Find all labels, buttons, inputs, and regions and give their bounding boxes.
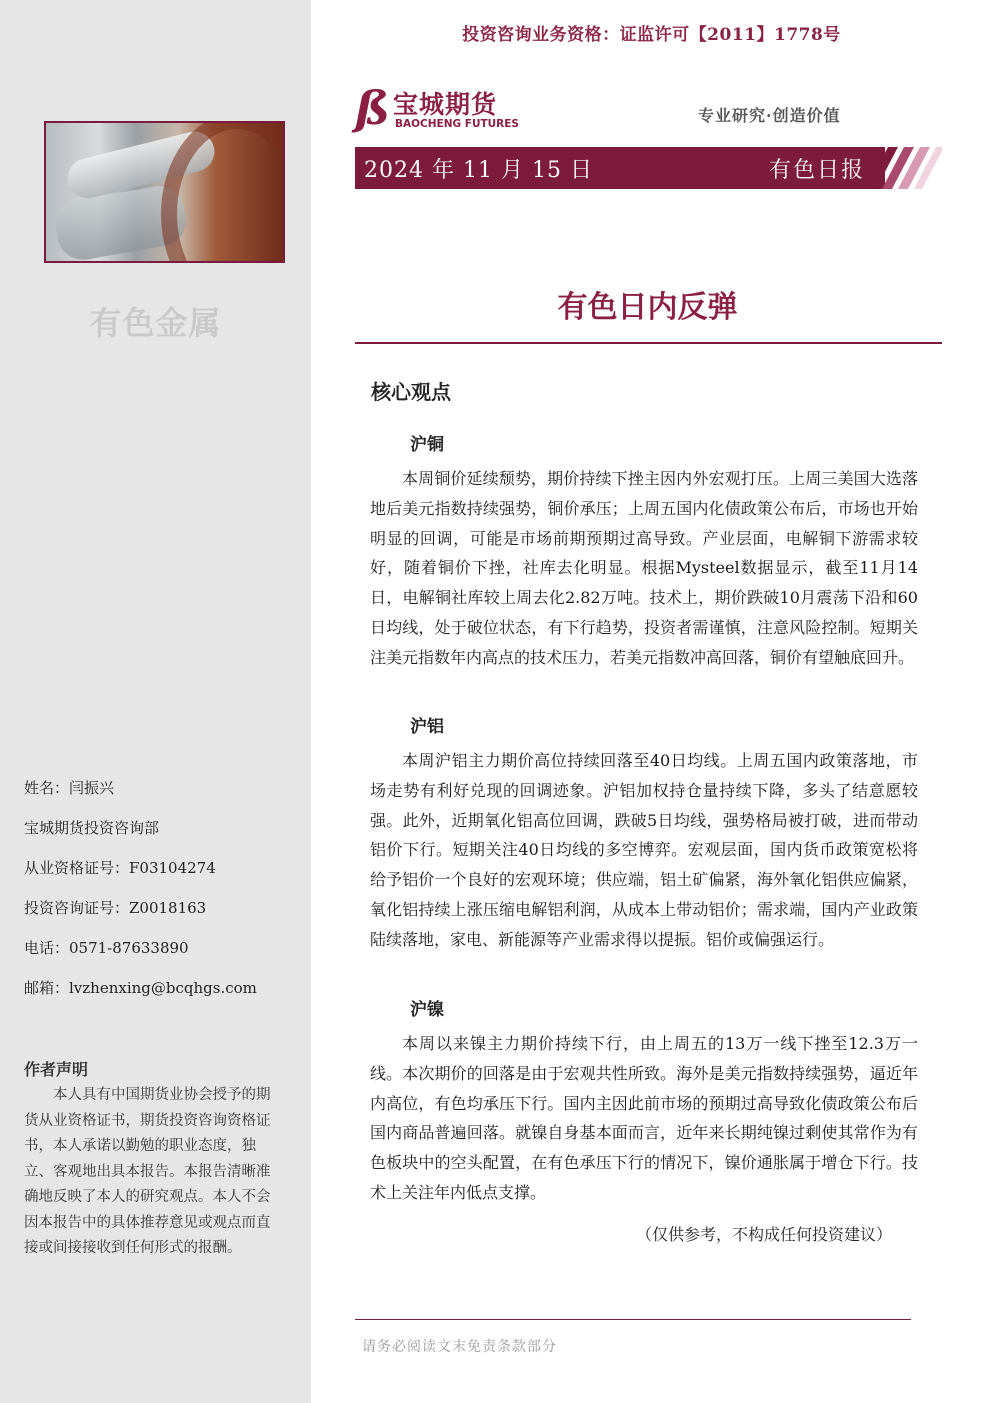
consult-number: 投资咨询证号：Z0018163 bbox=[24, 899, 207, 917]
logo-cn-text: 宝城期货 bbox=[393, 90, 498, 119]
slogan: 专业研究·创造价值 bbox=[698, 106, 841, 125]
sidebar bbox=[0, 0, 311, 1403]
section-heading-copper: 沪铜 bbox=[410, 435, 444, 455]
report-title: 有色日内反弹 bbox=[557, 290, 738, 325]
sector-label: 有色金属 bbox=[89, 304, 222, 342]
core-view-heading: 核心观点 bbox=[371, 380, 451, 404]
footer-disclaimer-link: 请务必阅读文末免责条款部分 bbox=[362, 1339, 557, 1355]
section-text-copper: 本周铜价延续颓势，期价持续下挫主因内外宏观打压。上周三美国大选落地后美元指数持续强势，铜价承压；上周五国内化债政策公布后，市场也开始明显的回调，可能是市场前期预期过高导致。产业层面，电解铜下游需求较好，随着铜价下挫，社库去化明显。根据Mysteel数据显示，截至11月14日，电解铜社库较上周去化2.82万吨。技术上，期价跌破10月震荡下沿和60日均线，处于破位状态，有下行趋势，投资者需谨慎，注意风险控制。短期关注美元指数年内高点的技术压力，若美元指数冲高回落，铜价有望触底回升。 bbox=[370, 469, 918, 667]
author-statement-text: 本人具有中国期货业协会授予的期货从业资格证书，期货投资咨询资格证书，本人承诺以勤勉的职业态度，独立、客观地出具本报告。本报告清晰准确地反映了本人的研究观点。本人不会因本报告中的具体推荐意见或观点而直接或间接接收到任何形式的报酬。 bbox=[24, 1087, 271, 1256]
section-heading-aluminum: 沪铝 bbox=[410, 717, 444, 737]
title-divider bbox=[355, 342, 942, 344]
qualification-number: 从业资格证号：F03104274 bbox=[24, 859, 216, 877]
report-date: 2024 年 11 月 15 日 bbox=[364, 158, 593, 183]
cover-image bbox=[44, 121, 285, 263]
section-text-aluminum: 本周沪铝主力期价高位持续回落至40日均线。上周五国内政策落地，市场走势有利好兑现的回调迹象。沪铝加权持仓量持续下降，多头了结意愿较强。此外，近期氧化铝高位回调，跌破5日均线，强势格局被打破，进而带动铝价下行。短期关注40日均线的多空博弈。宏观层面，国内货币政策宽松将给予铝价一个良好的宏观环境；供应端，铝土矿偏紧，海外氧化铝供应偏紧，氧化铝持续上涨压缩电解铝利润，从成本上带动铝价；需求端，国内产业政策陆续落地，家电、新能源等产业需求得以提振。铝价或偏强运行。 bbox=[370, 751, 918, 949]
banner-stripes bbox=[860, 147, 942, 189]
section-heading-nickel: 沪镍 bbox=[410, 1000, 444, 1020]
author-statement-title: 作者声明 bbox=[24, 1060, 89, 1079]
email[interactable]: 邮箱：lvzhenxing@bcqhgs.com bbox=[24, 979, 257, 997]
date-banner bbox=[355, 147, 885, 189]
section-text-nickel: 本周以来镍主力期价持续下行，由上周五的13万一线下挫至12.3万一线。本次期价的回落是由于宏观共性所致。海外是美元指数持续强势，逼近年内高位，有色均承压下行。国内主因此前市场的预期过高导致化债政策公布后国内商品普遍回落。就镍自身基本面而言，近年来长期纯镍过剩使其常作为有色板块中的空头配置，在有色承压下行的情况下，镍价通胀属于增仓下行。技术上关注年内低点支撑。 bbox=[370, 1034, 918, 1202]
footer-divider bbox=[355, 1319, 911, 1320]
phone: 电话：0571-87633890 bbox=[24, 939, 189, 957]
report-type: 有色日报 bbox=[768, 158, 865, 183]
company-logo bbox=[355, 81, 525, 135]
license-line: 投资咨询业务资格：证监许可【2011】1778号 bbox=[462, 25, 841, 45]
analyst-dept: 宝城期货投资咨询部 bbox=[24, 819, 160, 837]
analyst-name: 姓名：闫振兴 bbox=[24, 779, 115, 797]
logo-mark-icon: ß bbox=[355, 81, 390, 135]
analyst-contact bbox=[24, 776, 294, 1016]
reference-note: （仅供参考，不构成任何投资建议） bbox=[636, 1225, 893, 1244]
logo-en-text: BAOCHENG FUTURES bbox=[395, 118, 519, 130]
